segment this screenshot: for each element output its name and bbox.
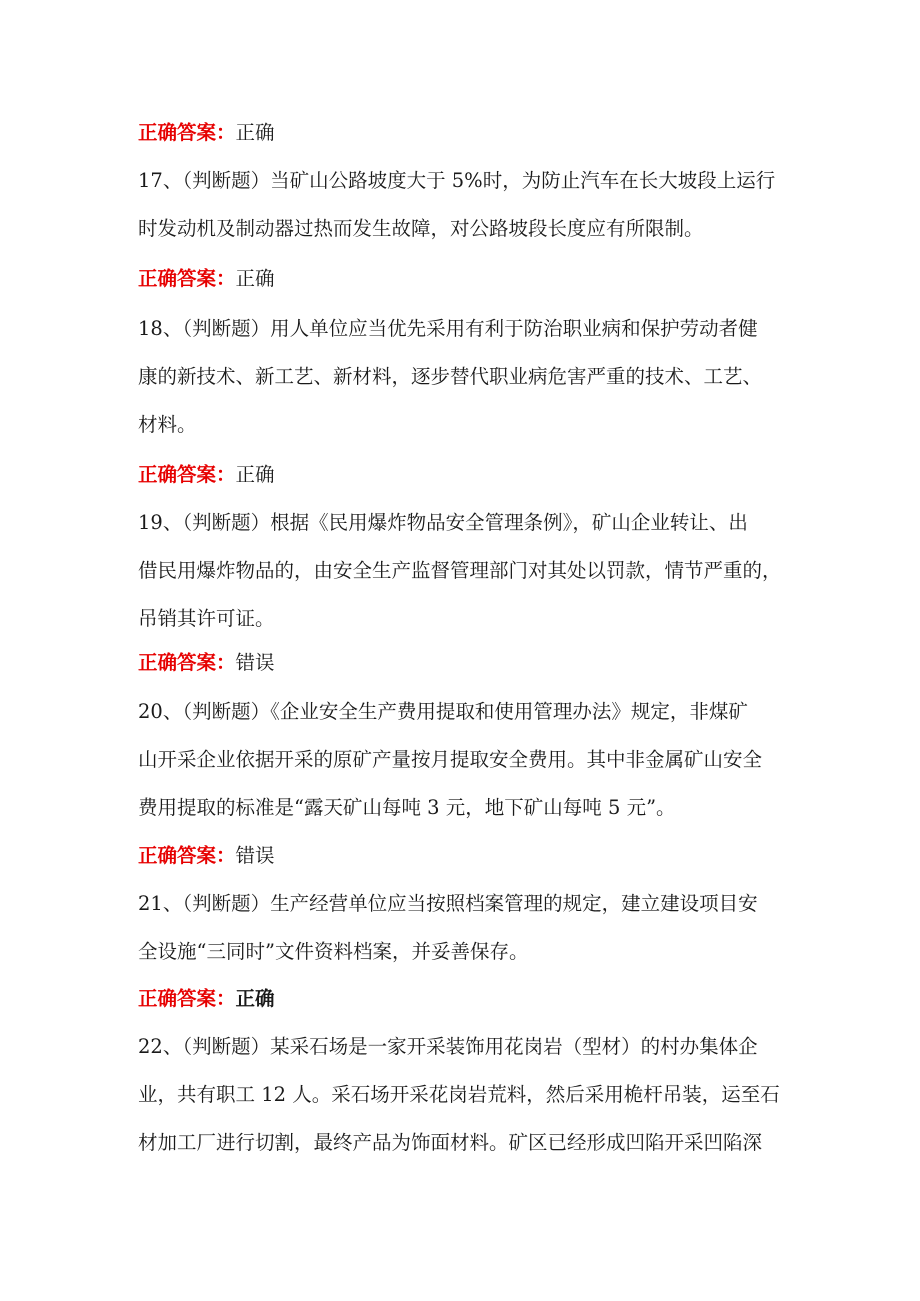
answer-line bbox=[138, 841, 798, 871]
question-line: 时发动机及制动器过热而发生故障，对公路坡段长度应有所限制。 bbox=[138, 217, 704, 240]
answer-value: 正确 bbox=[235, 121, 275, 144]
answer-label: 正确答案： bbox=[138, 844, 236, 867]
question-20 bbox=[138, 697, 798, 823]
answer-value: 正确 bbox=[235, 463, 275, 486]
question-line: 山开采企业依据开采的原矿产量按月提取安全费用。其中非金属矿山安全 bbox=[138, 748, 763, 771]
question-line: 20、（判断题）《企业安全生产费用提取和使用管理办法》规定，非煤矿 bbox=[138, 700, 748, 723]
question-line: 22、（判断题）某采石场是一家开采装饰用花岗岩（型材）的村办集体企 bbox=[138, 1035, 758, 1058]
question-line: 21、（判断题）生产经营单位应当按照档案管理的规定，建立建设项目安 bbox=[138, 892, 758, 915]
question-line: 吊销其许可证。 bbox=[138, 607, 275, 630]
question-line: 19、（判断题）根据《民用爆炸物品安全管理条例》，矿山企业转让、出 bbox=[138, 511, 748, 534]
answer-17 bbox=[138, 264, 798, 294]
answer-16 bbox=[138, 118, 798, 148]
answer-label: 正确答案： bbox=[138, 121, 236, 144]
question-line: 康的新技术、新工艺、新材料，逐步替代职业病危害严重的技术、工艺、 bbox=[138, 365, 763, 388]
question-18 bbox=[138, 314, 798, 440]
answer-21 bbox=[138, 984, 798, 1014]
answer-label: 正确答案： bbox=[138, 463, 236, 486]
answer-20 bbox=[138, 841, 798, 871]
answer-label: 正确答案： bbox=[138, 987, 236, 1010]
question-line: 借民用爆炸物品的，由安全生产监督管理部门对其处以罚款，情节严重的， bbox=[138, 559, 782, 582]
question-17 bbox=[138, 166, 798, 244]
answer-value: 错误 bbox=[235, 651, 275, 674]
answer-value: 正确 bbox=[235, 987, 275, 1010]
answer-line bbox=[138, 984, 798, 1014]
question-line: 费用提取的标准是“露天矿山每吨 3 元，地下矿山每吨 5 元”。 bbox=[138, 796, 676, 819]
answer-label: 正确答案： bbox=[138, 267, 236, 290]
question-line: 全设施“三同时”文件资料档案，并妥善保存。 bbox=[138, 940, 529, 963]
question-line: 材加工厂进行切割，最终产品为饰面材料。矿区已经形成凹陷开采凹陷深 bbox=[138, 1131, 763, 1154]
answer-value: 正确 bbox=[235, 267, 275, 290]
answer-18 bbox=[138, 460, 798, 490]
question-22 bbox=[138, 1032, 798, 1158]
question-line: 18、（判断题）用人单位应当优先采用有利于防治职业病和保护劳动者健 bbox=[138, 317, 758, 340]
answer-line bbox=[138, 460, 798, 490]
question-line: 材料。 bbox=[138, 413, 197, 436]
question-21 bbox=[138, 889, 798, 967]
answer-19 bbox=[138, 648, 798, 678]
answer-line bbox=[138, 118, 798, 148]
answer-line bbox=[138, 264, 798, 294]
answer-line bbox=[138, 648, 798, 678]
question-line: 业，共有职工 12 人。采石场开采花岗岩荒料，然后采用桅杆吊装，运至石 bbox=[138, 1083, 780, 1106]
question-line: 17、（判断题）当矿山公路坡度大于 5%时，为防止汽车在长大坡段上运行 bbox=[138, 169, 776, 192]
answer-label: 正确答案： bbox=[138, 651, 236, 674]
answer-value: 错误 bbox=[235, 844, 275, 867]
question-19 bbox=[138, 508, 798, 634]
